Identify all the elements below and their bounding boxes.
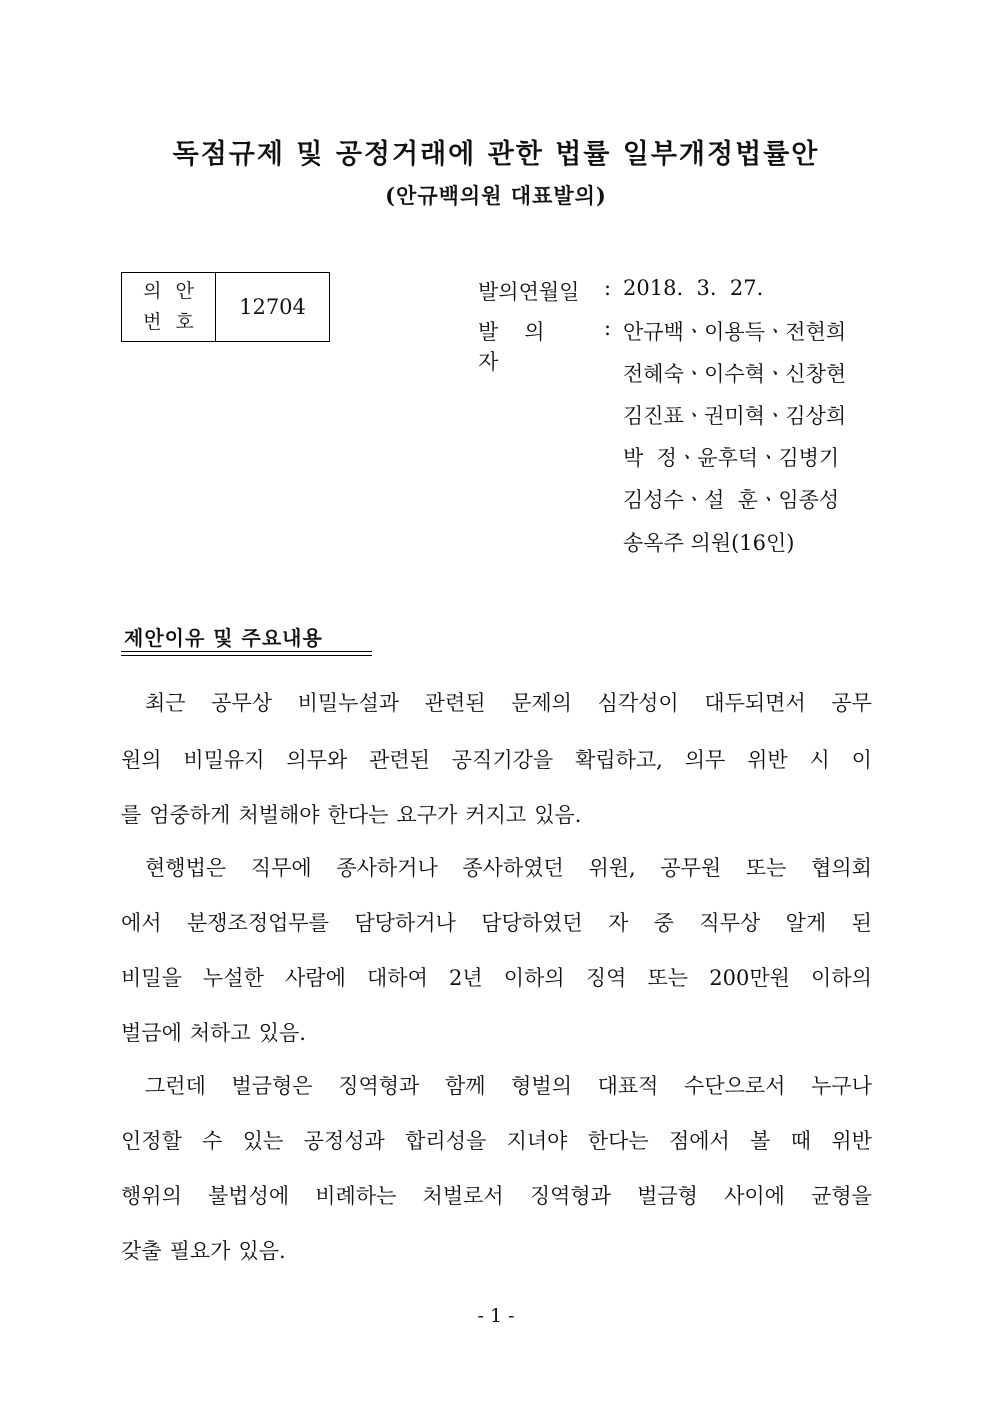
body-word: 요구가 bbox=[396, 803, 458, 827]
sponsor-line: 안규백ㆍ이용득ㆍ전현희 bbox=[623, 320, 847, 344]
body-word: 담당하였던 bbox=[481, 911, 583, 935]
body-line bbox=[121, 799, 872, 829]
sponsor-line: 전혜숙ㆍ이수혁ㆍ신창현 bbox=[623, 362, 847, 386]
body-word: 함께 bbox=[444, 1074, 486, 1098]
body-line bbox=[121, 744, 872, 774]
body-word: 점에서 bbox=[668, 1129, 730, 1153]
body-word: 대두되면서 bbox=[704, 691, 806, 715]
body-word: 사이에 bbox=[724, 1184, 785, 1208]
body-word: 대표적 bbox=[597, 1074, 659, 1098]
body-line bbox=[145, 687, 872, 717]
document-title: 독점규제 및 공정거래에 관한 법률 일부개정법률안 bbox=[172, 139, 820, 170]
body-word: 수 bbox=[202, 1129, 223, 1153]
sponsor-line: 박 정ㆍ윤후덕ㆍ김병기 bbox=[623, 446, 840, 470]
body-word: 징역 bbox=[585, 966, 627, 990]
body-word: 불법성에 bbox=[207, 1184, 290, 1208]
bill-label-line1: 의안 bbox=[143, 280, 208, 302]
body-line bbox=[121, 1180, 872, 1210]
body-word: 지녀야 bbox=[506, 1129, 568, 1153]
body-word: 한다는 bbox=[327, 803, 389, 827]
body-word: 200만원 bbox=[709, 966, 790, 990]
body-word: 알게 bbox=[785, 911, 827, 935]
body-word: 행위의 bbox=[121, 1184, 182, 1208]
body-word: 누구나 bbox=[811, 1074, 872, 1098]
body-word: 관련된 bbox=[424, 691, 486, 715]
body-word: 직무상 bbox=[699, 911, 761, 935]
body-word: 있음. bbox=[238, 1239, 286, 1263]
body-word: 공무 bbox=[831, 691, 872, 715]
body-word: 이 bbox=[851, 748, 872, 772]
body-word: 커지고 bbox=[465, 803, 527, 827]
section-heading-underline bbox=[121, 651, 372, 656]
body-line bbox=[121, 962, 872, 992]
body-word: 볼 bbox=[750, 1129, 771, 1153]
body-word: 위원, bbox=[588, 856, 636, 880]
body-word: 공무상 bbox=[211, 691, 273, 715]
body-word: 중 bbox=[653, 911, 675, 935]
body-word: 수단으로서 bbox=[684, 1074, 786, 1098]
body-word: 공직기강을 bbox=[451, 748, 554, 772]
proposal-date-label: 발의연월일 bbox=[478, 280, 580, 304]
body-word: 있는 bbox=[242, 1129, 284, 1153]
body-word: 인정할 bbox=[121, 1129, 182, 1153]
body-word: 직무에 bbox=[250, 856, 312, 880]
body-word: 관련된 bbox=[369, 748, 430, 772]
sponsor-label bbox=[478, 316, 596, 376]
body-word: 비밀누설과 bbox=[297, 691, 400, 715]
body-word: 확립하고, bbox=[575, 748, 663, 772]
body-word: 또는 bbox=[745, 856, 787, 880]
body-word: 종사하거나 bbox=[336, 856, 438, 880]
sponsor-line: 송옥주 의원(16인) bbox=[623, 531, 795, 555]
body-word: 사람에 bbox=[285, 966, 346, 990]
body-word: 있음. bbox=[534, 803, 582, 827]
body-word: 2년 bbox=[449, 966, 483, 990]
body-word: 징역형과 bbox=[529, 1184, 611, 1208]
body-word: 균형을 bbox=[811, 1184, 872, 1208]
body-word: 를 bbox=[121, 803, 142, 827]
section-heading: 제안이유 및 주요내용 bbox=[124, 626, 323, 650]
proposal-date-value: 2018. 3. 27. bbox=[623, 276, 764, 300]
body-word: 벌금형 bbox=[637, 1184, 698, 1208]
body-line bbox=[121, 1235, 872, 1265]
body-word: 처벌해야 bbox=[238, 803, 320, 827]
body-word: 공무원 bbox=[660, 856, 722, 880]
body-word: 종사하였던 bbox=[462, 856, 564, 880]
body-word: 된 bbox=[851, 911, 872, 935]
body-word: 한다는 bbox=[587, 1129, 649, 1153]
body-word: 엄중하게 bbox=[149, 803, 231, 827]
body-word: 또는 bbox=[647, 966, 689, 990]
body-word: 있음. bbox=[258, 1021, 306, 1045]
page-number: - 1 - bbox=[477, 1305, 515, 1327]
body-word: 의무와 bbox=[286, 748, 348, 772]
body-word: 징역형과 bbox=[338, 1074, 420, 1098]
body-word: 심각성이 bbox=[597, 691, 679, 715]
body-line bbox=[121, 1125, 872, 1155]
body-word: 문제의 bbox=[511, 691, 572, 715]
sponsor-label-text: 발의자 bbox=[478, 320, 571, 374]
body-line bbox=[145, 852, 872, 882]
body-word: 위반 bbox=[831, 1129, 872, 1153]
body-word: 벌금형은 bbox=[231, 1074, 313, 1098]
body-word: 시 bbox=[809, 748, 830, 772]
body-word: 이하의 bbox=[811, 966, 872, 990]
body-word: 원의 bbox=[121, 748, 162, 772]
body-word: 공정성과 bbox=[303, 1129, 385, 1153]
sponsor-line: 김진표ㆍ권미혁ㆍ김상희 bbox=[623, 404, 847, 428]
body-word: 비밀을 bbox=[121, 966, 182, 990]
body-word: 최근 bbox=[145, 691, 186, 715]
body-word: 합리성을 bbox=[405, 1129, 487, 1153]
proposal-date-colon: : bbox=[604, 276, 612, 300]
body-word: 갖출 bbox=[121, 1239, 162, 1263]
bill-number-label bbox=[122, 273, 216, 341]
body-word: 처벌로서 bbox=[422, 1184, 504, 1208]
body-word: 처하고 bbox=[189, 1021, 251, 1045]
bill-number-value: 12704 bbox=[239, 295, 306, 319]
body-word: 협의회 bbox=[811, 856, 872, 880]
body-word: 벌금에 bbox=[121, 1021, 182, 1045]
body-word: 이하의 bbox=[503, 966, 565, 990]
body-word: 의무 bbox=[684, 748, 726, 772]
body-word: 비례하는 bbox=[315, 1184, 397, 1208]
body-line bbox=[121, 907, 872, 937]
body-word: 때 bbox=[790, 1129, 812, 1153]
body-line bbox=[121, 1017, 872, 1047]
bill-number-box bbox=[121, 272, 330, 342]
body-word: 필요가 bbox=[169, 1239, 231, 1263]
body-word: 에서 bbox=[121, 911, 162, 935]
body-word: 누설한 bbox=[203, 966, 264, 990]
sponsor-colon: : bbox=[604, 316, 612, 340]
body-word: 비밀유지 bbox=[183, 748, 265, 772]
body-word: 분쟁조정업무를 bbox=[186, 911, 329, 935]
body-word: 담당하거나 bbox=[354, 911, 456, 935]
body-word: 위반 bbox=[747, 748, 788, 772]
document-subtitle: (안규백의원 대표발의) bbox=[385, 183, 607, 208]
bill-label-line2: 번호 bbox=[143, 311, 208, 333]
sponsor-line: 김성수ㆍ설 훈ㆍ임종성 bbox=[623, 488, 840, 512]
body-word: 현행법은 bbox=[145, 856, 227, 880]
body-line bbox=[145, 1070, 872, 1100]
body-word: 그런데 bbox=[145, 1074, 206, 1098]
body-word: 대하여 bbox=[367, 966, 428, 990]
body-word: 형벌의 bbox=[511, 1074, 572, 1098]
body-word: 자 bbox=[608, 911, 629, 935]
